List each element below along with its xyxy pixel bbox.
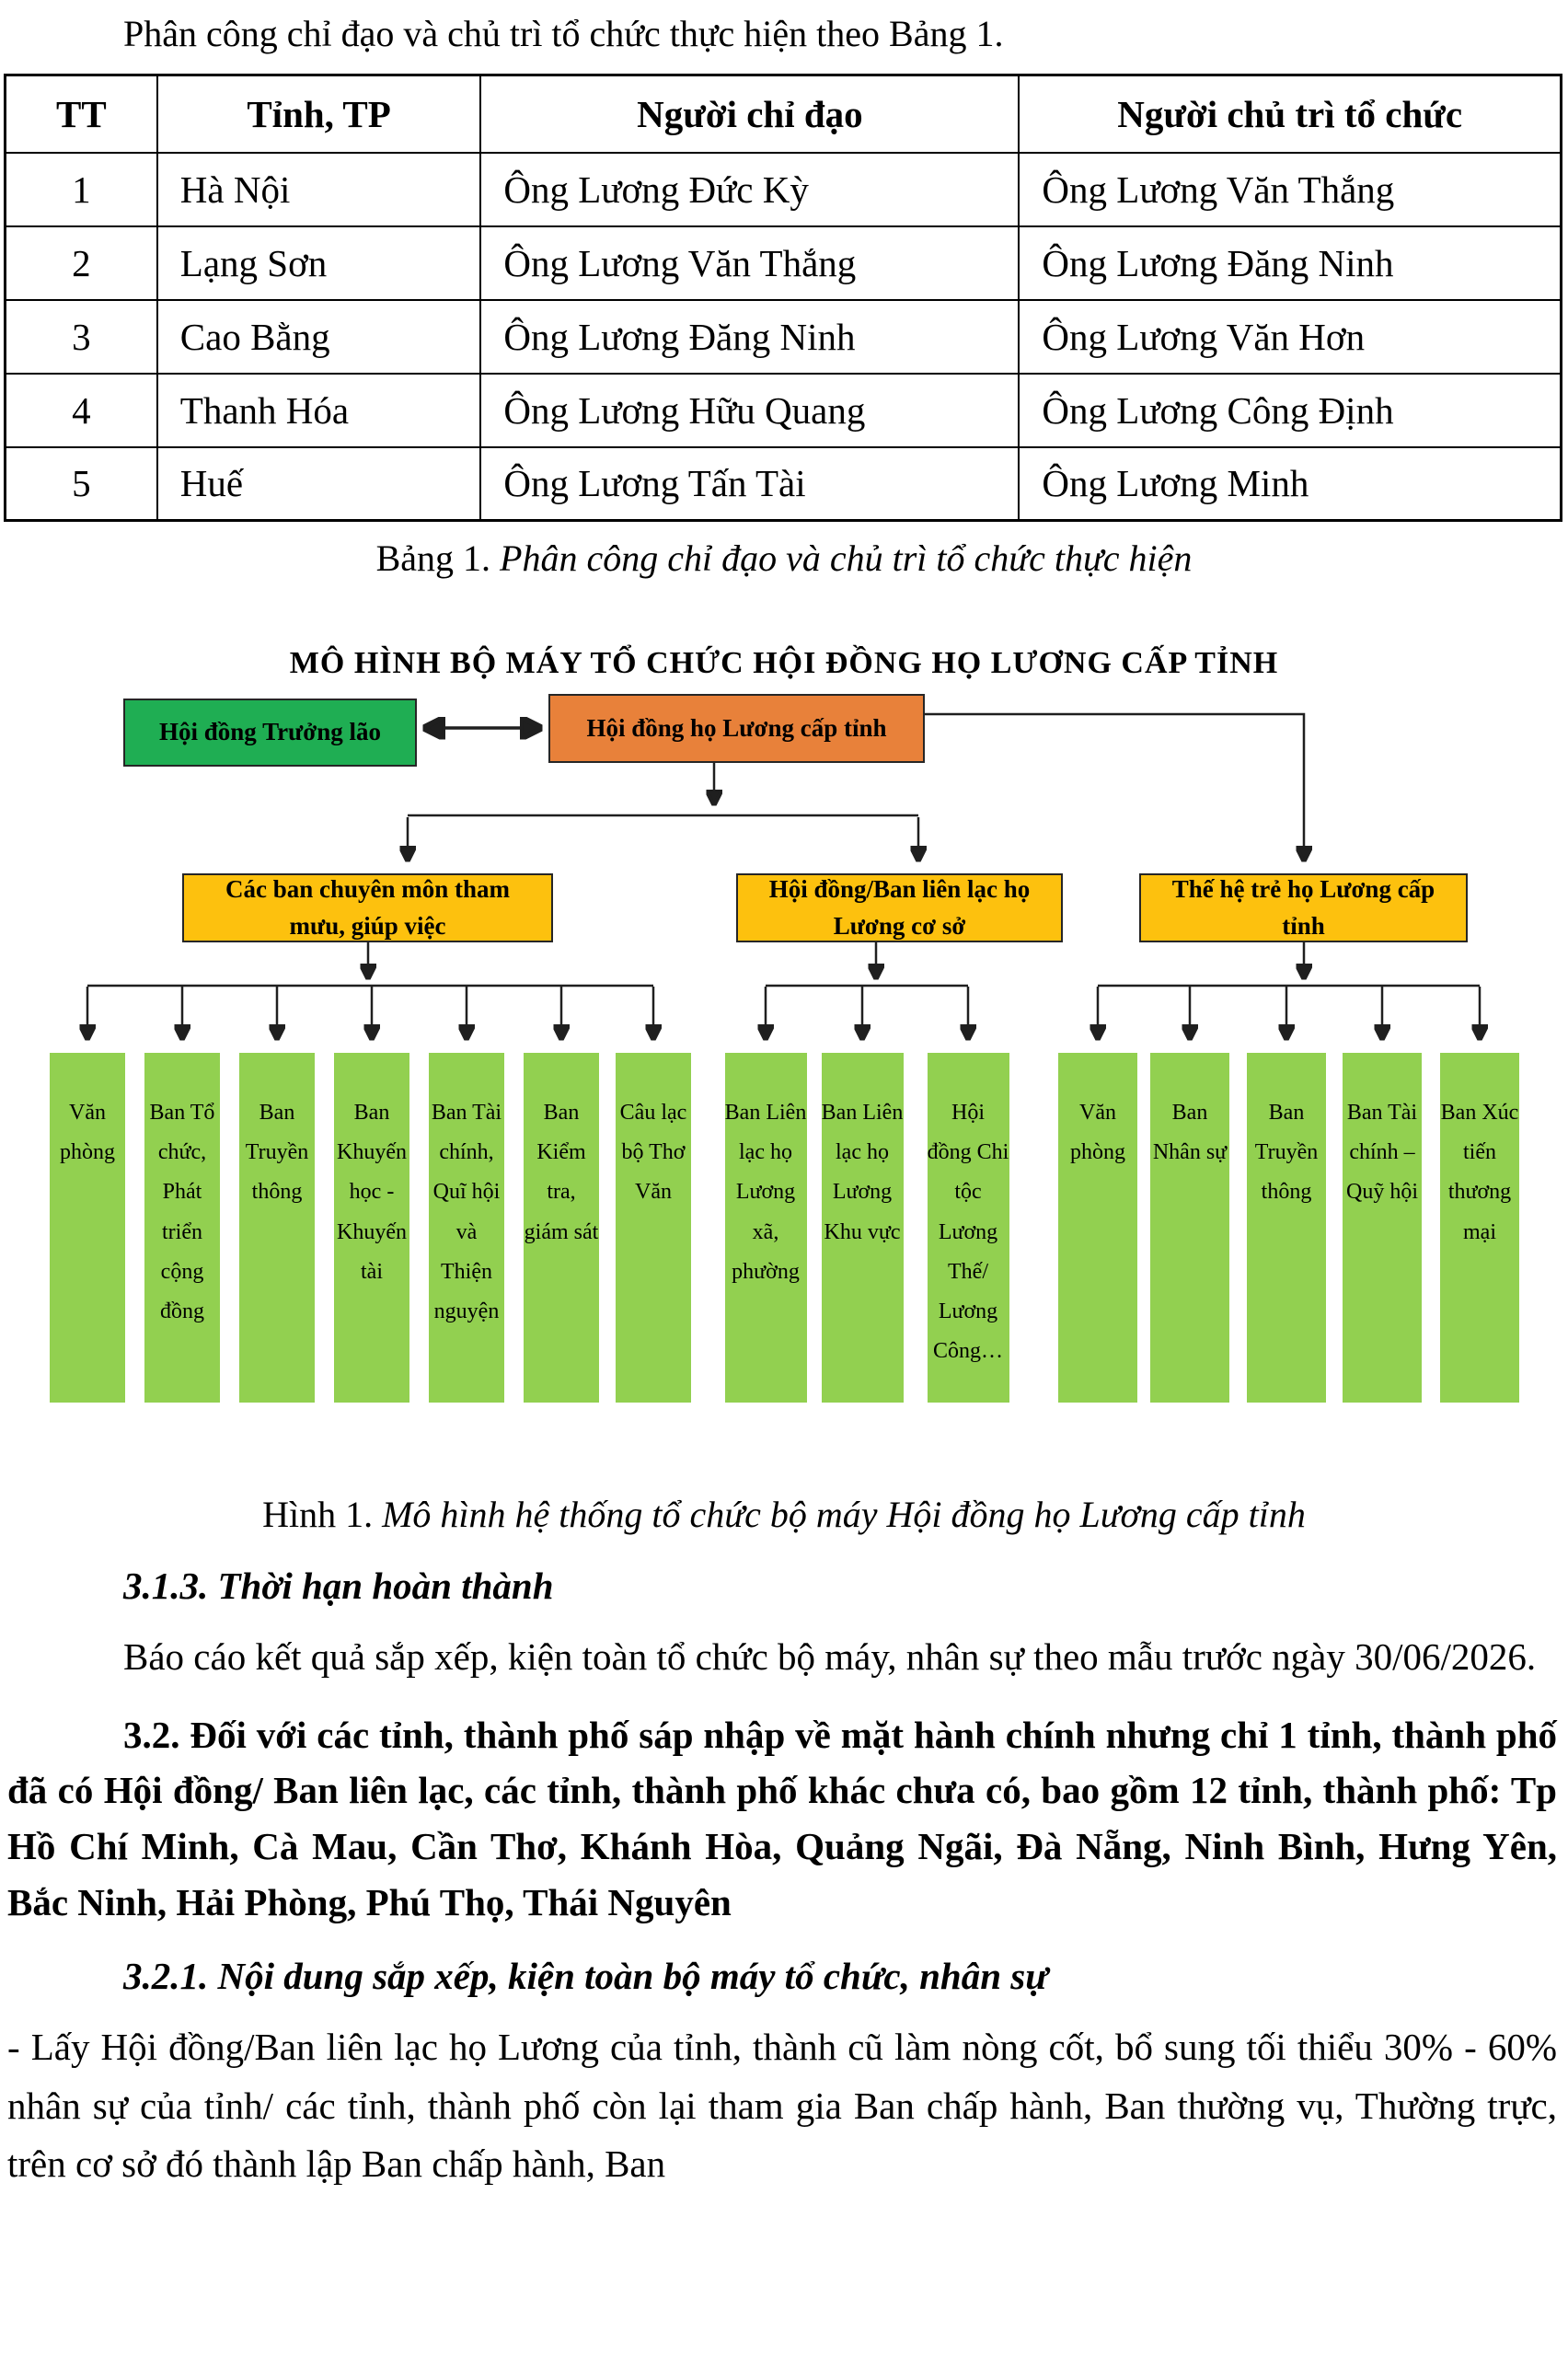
section-heading-321: 3.2.1. Nội dung sắp xếp, kiện toàn bộ máy tổ chức, nhân sự — [123, 1955, 1048, 1998]
org-chart-leaf: Ban Khuyến học - Khuyến tài — [334, 1053, 409, 1403]
node-elders-label: Hội đồng Trưởng lão — [159, 718, 381, 746]
table-cell: Ông Lương Đức Kỳ — [480, 153, 1019, 226]
node-branch-liaison — [736, 873, 1063, 942]
table-cell: Ông Lương Hữu Quang — [480, 374, 1019, 447]
org-chart-leaf: Câu lạc bộ Thơ Văn — [616, 1053, 691, 1403]
table-cell: Ông Lương Văn Thắng — [1019, 153, 1561, 226]
table-row — [6, 300, 1562, 374]
table-cell: 2 — [6, 226, 157, 300]
table-cell: Ông Lương Văn Hơn — [1019, 300, 1561, 374]
table-cell: Ông Lương Đăng Ninh — [480, 300, 1019, 374]
node-elders-council — [123, 699, 417, 767]
table-row — [6, 153, 1562, 226]
node-branch-liaison-label: Hội đồng/Ban liên lạc họ Lương cơ sở — [768, 875, 1031, 940]
table-caption-text: Phân công chỉ đạo và chủ trì tổ chức thực hiện — [500, 537, 1193, 579]
org-chart-leaf: Ban Kiểm tra, giám sát — [524, 1053, 599, 1403]
org-chart-leaf: Ban Liên lạc họ Lương Khu vực — [822, 1053, 904, 1403]
column-header-chu-tri: Người chủ trì tổ chức — [1019, 75, 1561, 153]
table-cell: Ông Lương Đăng Ninh — [1019, 226, 1561, 300]
org-chart-leaf: Ban Truyền thông — [239, 1053, 315, 1403]
org-chart-title: MÔ HÌNH BỘ MÁY TỔ CHỨC HỘI ĐỒNG HỌ LƯƠNG CẤP TỈNH — [289, 646, 1279, 680]
table-cell: 4 — [6, 374, 157, 447]
section-heading-313: 3.1.3. Thời hạn hoàn thành — [123, 1565, 554, 1607]
column-header-tinh-tp: Tỉnh, TP — [157, 75, 481, 153]
table-cell: Cao Bằng — [157, 300, 481, 374]
org-chart-leaf: Văn phòng — [1058, 1053, 1137, 1403]
column-header-chi-dao: Người chỉ đạo — [480, 75, 1019, 153]
table-caption-label: Bảng 1. — [375, 537, 491, 579]
org-chart-figure — [0, 622, 1568, 1414]
org-chart-leaf: Ban Truyền thông — [1247, 1053, 1326, 1403]
intro-paragraph: Phân công chỉ đạo và chủ trì tổ chức thực hiện theo Bảng 1. — [123, 13, 1004, 54]
section-body-313: Báo cáo kết quả sắp xếp, kiện toàn tổ chức bộ máy, nhân sự theo mẫu trước ngày 30/06/2026. — [123, 1635, 1537, 1678]
node-branch-advisory-label: Các ban chuyên môn tham mưu, giúp việc — [225, 875, 511, 940]
table-cell: Hà Nội — [157, 153, 481, 226]
table-cell: 5 — [6, 447, 157, 521]
table-body — [6, 153, 1562, 521]
org-chart-leaf: Ban Tài chính, Quĩ hội và Thiện nguyện — [429, 1053, 504, 1403]
figure-caption — [0, 1493, 1568, 1536]
figure-caption-label: Hình 1. — [262, 1494, 374, 1535]
table-cell: Ông Lương Công Định — [1019, 374, 1561, 447]
column-header-tt: TT — [6, 75, 157, 153]
section-paragraph-32: 3.2. Đối với các tỉnh, thành phố sáp nhập về mặt hành chính nhưng chỉ 1 tỉnh, thành phố đã có Hội đồng/ Ban liên lạc, các tỉnh, thành phố khác chưa có, bao gồm 12 tỉnh, thành phố: Tp Hồ Chí Minh, Cà Mau, Cần Thơ, Khánh Hòa, Quảng Ngãi, Đà Nẵng, Ninh Bình, Hưng Yên, Bắc Ninh, Hải Phòng, Phú Thọ, Thái Nguyên — [7, 1713, 1557, 1923]
table-cell: Thanh Hóa — [157, 374, 481, 447]
table-caption — [0, 537, 1568, 580]
org-chart-leaf: Ban Tài chính – Quỹ hội — [1343, 1053, 1422, 1403]
table-row — [6, 374, 1562, 447]
table-cell: Lạng Sơn — [157, 226, 481, 300]
org-chart-leaf: Ban Nhân sự — [1150, 1053, 1229, 1403]
org-chart-leaf: Ban Liên lạc họ Lương xã, phường — [725, 1053, 807, 1403]
table-row — [6, 447, 1562, 521]
figure-caption-text: Mô hình hệ thống tổ chức bộ máy Hội đồng họ Lương cấp tỉnh — [382, 1494, 1306, 1535]
table-header-row — [6, 75, 1562, 153]
table-cell: Ông Lương Văn Thắng — [480, 226, 1019, 300]
table-cell: Ông Lương Tấn Tài — [480, 447, 1019, 521]
table-cell: Huế — [157, 447, 481, 521]
node-province-label: Hội đồng họ Lương cấp tỉnh — [586, 713, 887, 742]
org-chart-leaf: Ban Xúc tiến thương mại — [1440, 1053, 1519, 1403]
table-cell: Ông Lương Minh — [1019, 447, 1561, 521]
org-chart-leaf: Hội đồng Chi tộc Lương Thế/ Lương Công… — [928, 1053, 1009, 1403]
node-province-council — [548, 694, 925, 763]
table-cell: 3 — [6, 300, 157, 374]
org-chart-leaf: Văn phòng — [50, 1053, 125, 1403]
table-cell: 1 — [6, 153, 157, 226]
section-body-321: - Lấy Hội đồng/Ban liên lạc họ Lương của tỉnh, thành cũ làm nòng cốt, bổ sung tối thiểu 30% - 60% nhân sự của tỉnh/ các tỉnh, thành phố còn lại tham gia Ban chấp hành, Ban thường vụ, Thường trực, trên cơ sở đó thành lập Ban chấp hành, Ban — [7, 2026, 1557, 2186]
node-branch-advisory — [182, 873, 553, 942]
org-chart-leaf: Ban Tổ chức, Phát triển cộng đồng — [144, 1053, 220, 1403]
table-row — [6, 226, 1562, 300]
assignment-table — [4, 74, 1562, 522]
node-branch-youth-label: Thế hệ trẻ họ Lương cấp tỉnh — [1171, 875, 1435, 940]
node-branch-youth — [1139, 873, 1468, 942]
